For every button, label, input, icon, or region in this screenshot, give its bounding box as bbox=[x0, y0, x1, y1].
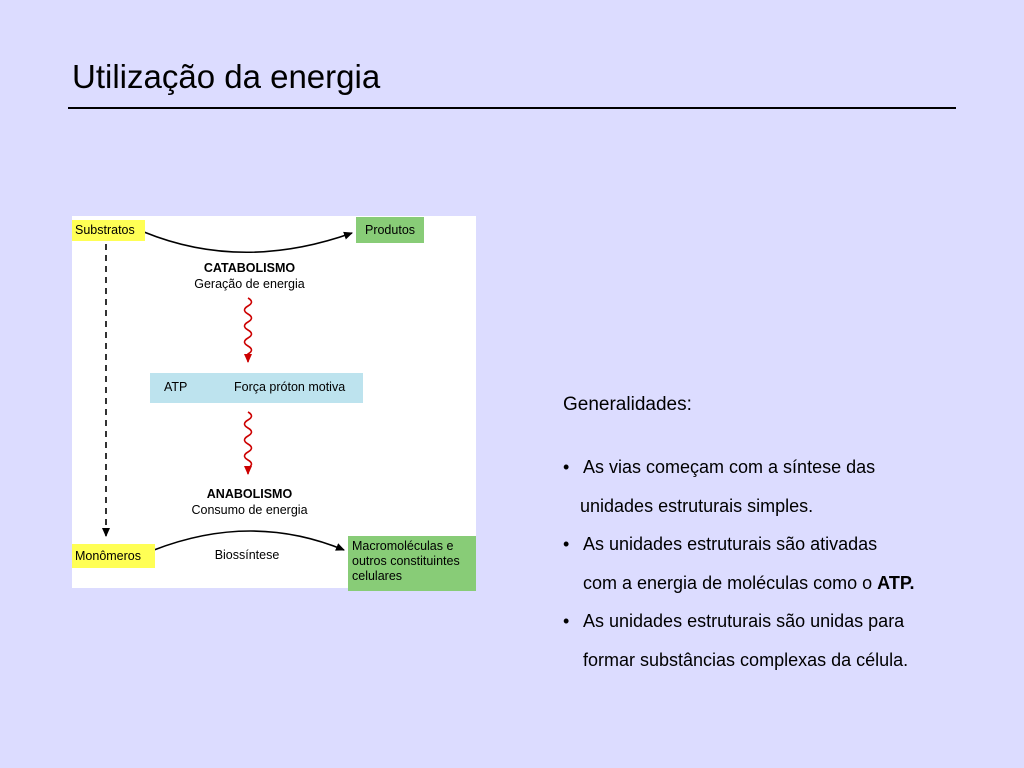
anabolism-label: ANABOLISMO bbox=[206, 487, 293, 501]
proton-force-label: Força próton motiva bbox=[234, 380, 346, 394]
products-box bbox=[356, 217, 424, 243]
macro-line-3: celulares bbox=[352, 569, 403, 583]
substrates-label: Substratos bbox=[75, 223, 135, 237]
item-line-2: formar substâncias complexas da célula. bbox=[583, 649, 909, 670]
wavy-arrow-lower bbox=[245, 412, 252, 474]
item-line-2 bbox=[583, 564, 1003, 603]
list-item bbox=[563, 448, 1003, 525]
macromolecules-box bbox=[348, 536, 476, 591]
item-line-1: As vias começam com a síntese das bbox=[583, 457, 876, 477]
notes-list bbox=[563, 448, 1003, 679]
wavy-arrow-upper bbox=[245, 298, 252, 362]
notes-heading: Generalidades: bbox=[563, 394, 692, 415]
macro-line-1: Macromoléculas e bbox=[352, 539, 454, 553]
bullet: • bbox=[563, 457, 570, 477]
anabolism-sublabel: Consumo de energia bbox=[191, 503, 308, 517]
item-line-2-text: com a energia de moléculas como o bbox=[583, 572, 878, 593]
list-item bbox=[563, 525, 1003, 602]
bullet: • bbox=[563, 611, 570, 631]
list-item bbox=[563, 602, 1003, 679]
bullet: • bbox=[563, 534, 570, 554]
notes-panel bbox=[563, 392, 1003, 679]
title-underline bbox=[68, 107, 956, 109]
atp-emphasis: ATP. bbox=[877, 572, 915, 593]
slide-title: Utilização da energia bbox=[72, 58, 381, 95]
substrates-box bbox=[72, 220, 145, 241]
item-line-2: unidades estruturais simples. bbox=[580, 495, 814, 516]
monomers-label: Monômeros bbox=[75, 549, 141, 563]
products-label: Produtos bbox=[364, 223, 416, 237]
catabolism-arrow bbox=[144, 232, 352, 252]
metabolism-diagram bbox=[72, 216, 476, 588]
atp-box bbox=[150, 373, 363, 403]
monomers-box bbox=[72, 544, 155, 568]
atp-label: ATP bbox=[164, 380, 188, 394]
item-line-1: As unidades estruturais são unidas para bbox=[583, 611, 905, 631]
catabolism-sublabel: Geração de energia bbox=[194, 277, 305, 291]
catabolism-label: CATABOLISMO bbox=[203, 261, 296, 275]
item-line-1: As unidades estruturais são ativadas bbox=[583, 534, 878, 554]
biosynthesis-label: Biossíntese bbox=[214, 548, 280, 562]
macro-line-2: outros constituintes bbox=[352, 554, 460, 568]
